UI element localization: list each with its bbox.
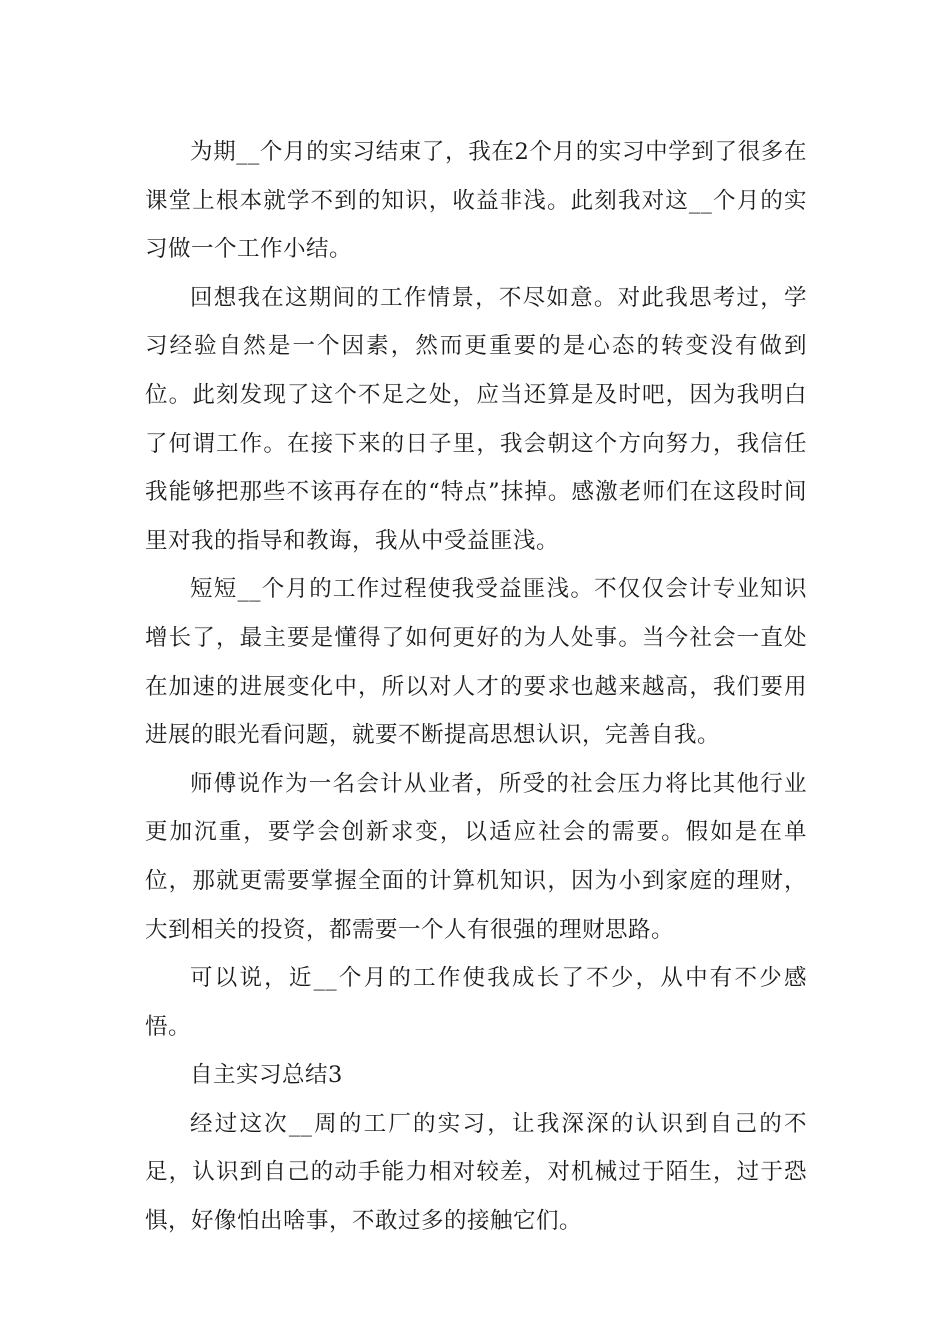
paragraph-reflection: 回想我在这期间的工作情景，不尽如意。对此我思考过，学习经验自然是一个因素，然而更重要的是心态的转变没有做到位。此刻发现了这个不足之处，应当还算是及时吧，因为我明白了何谓工作。在接下来的日子里，我会朝这个方向努力，我信任我能够把那些不该再存在的“特点”抹掉。感激老师们在这段时间里对我的指导和教诲，我从中受益匪浅。 [145, 284, 807, 554]
paragraph-growth: 可以说，近__个月的工作使我成长了不少，从中有不少感悟。 [145, 965, 807, 1040]
section-heading: 自主实习总结3 [190, 1062, 343, 1089]
document-body [145, 128, 807, 1246]
paragraph-benefit: 短短__个月的工作过程使我受益匪浅。不仅仅会计专业知识增长了，最主要是懂得了如何更好的为人处事。当今社会一直处在加速的进展变化中，所以对人才的要求也越来越高，我们要用进展的眼光看问题，就要不断提高思想认识，完善自我。 [145, 576, 807, 749]
paragraph-internship-end: 为期__个月的实习结束了，我在2个月的实习中学到了很多在课堂上根本就学不到的知识，收益非浅。此刻我对这__个月的实习做一个工作小结。 [145, 139, 807, 263]
paragraph-factory-internship: 经过这次__周的工厂的实习，让我深深的认识到自己的不足，认识到自己的动手能力相对较差，对机械过于陌生，过于恐惧，好像怕出啥事，不敢过多的接触它们。 [145, 1110, 807, 1235]
paragraph-mentor-advice: 师傅说作为一名会计从业者，所受的社会压力将比其他行业更加沉重，要学会创新求变，以适应社会的需要。假如是在单位，那就更需要掌握全面的计算机知识，因为小到家庭的理财，大到相关的投资，都需要一个人有很强的理财思路。 [145, 770, 807, 943]
